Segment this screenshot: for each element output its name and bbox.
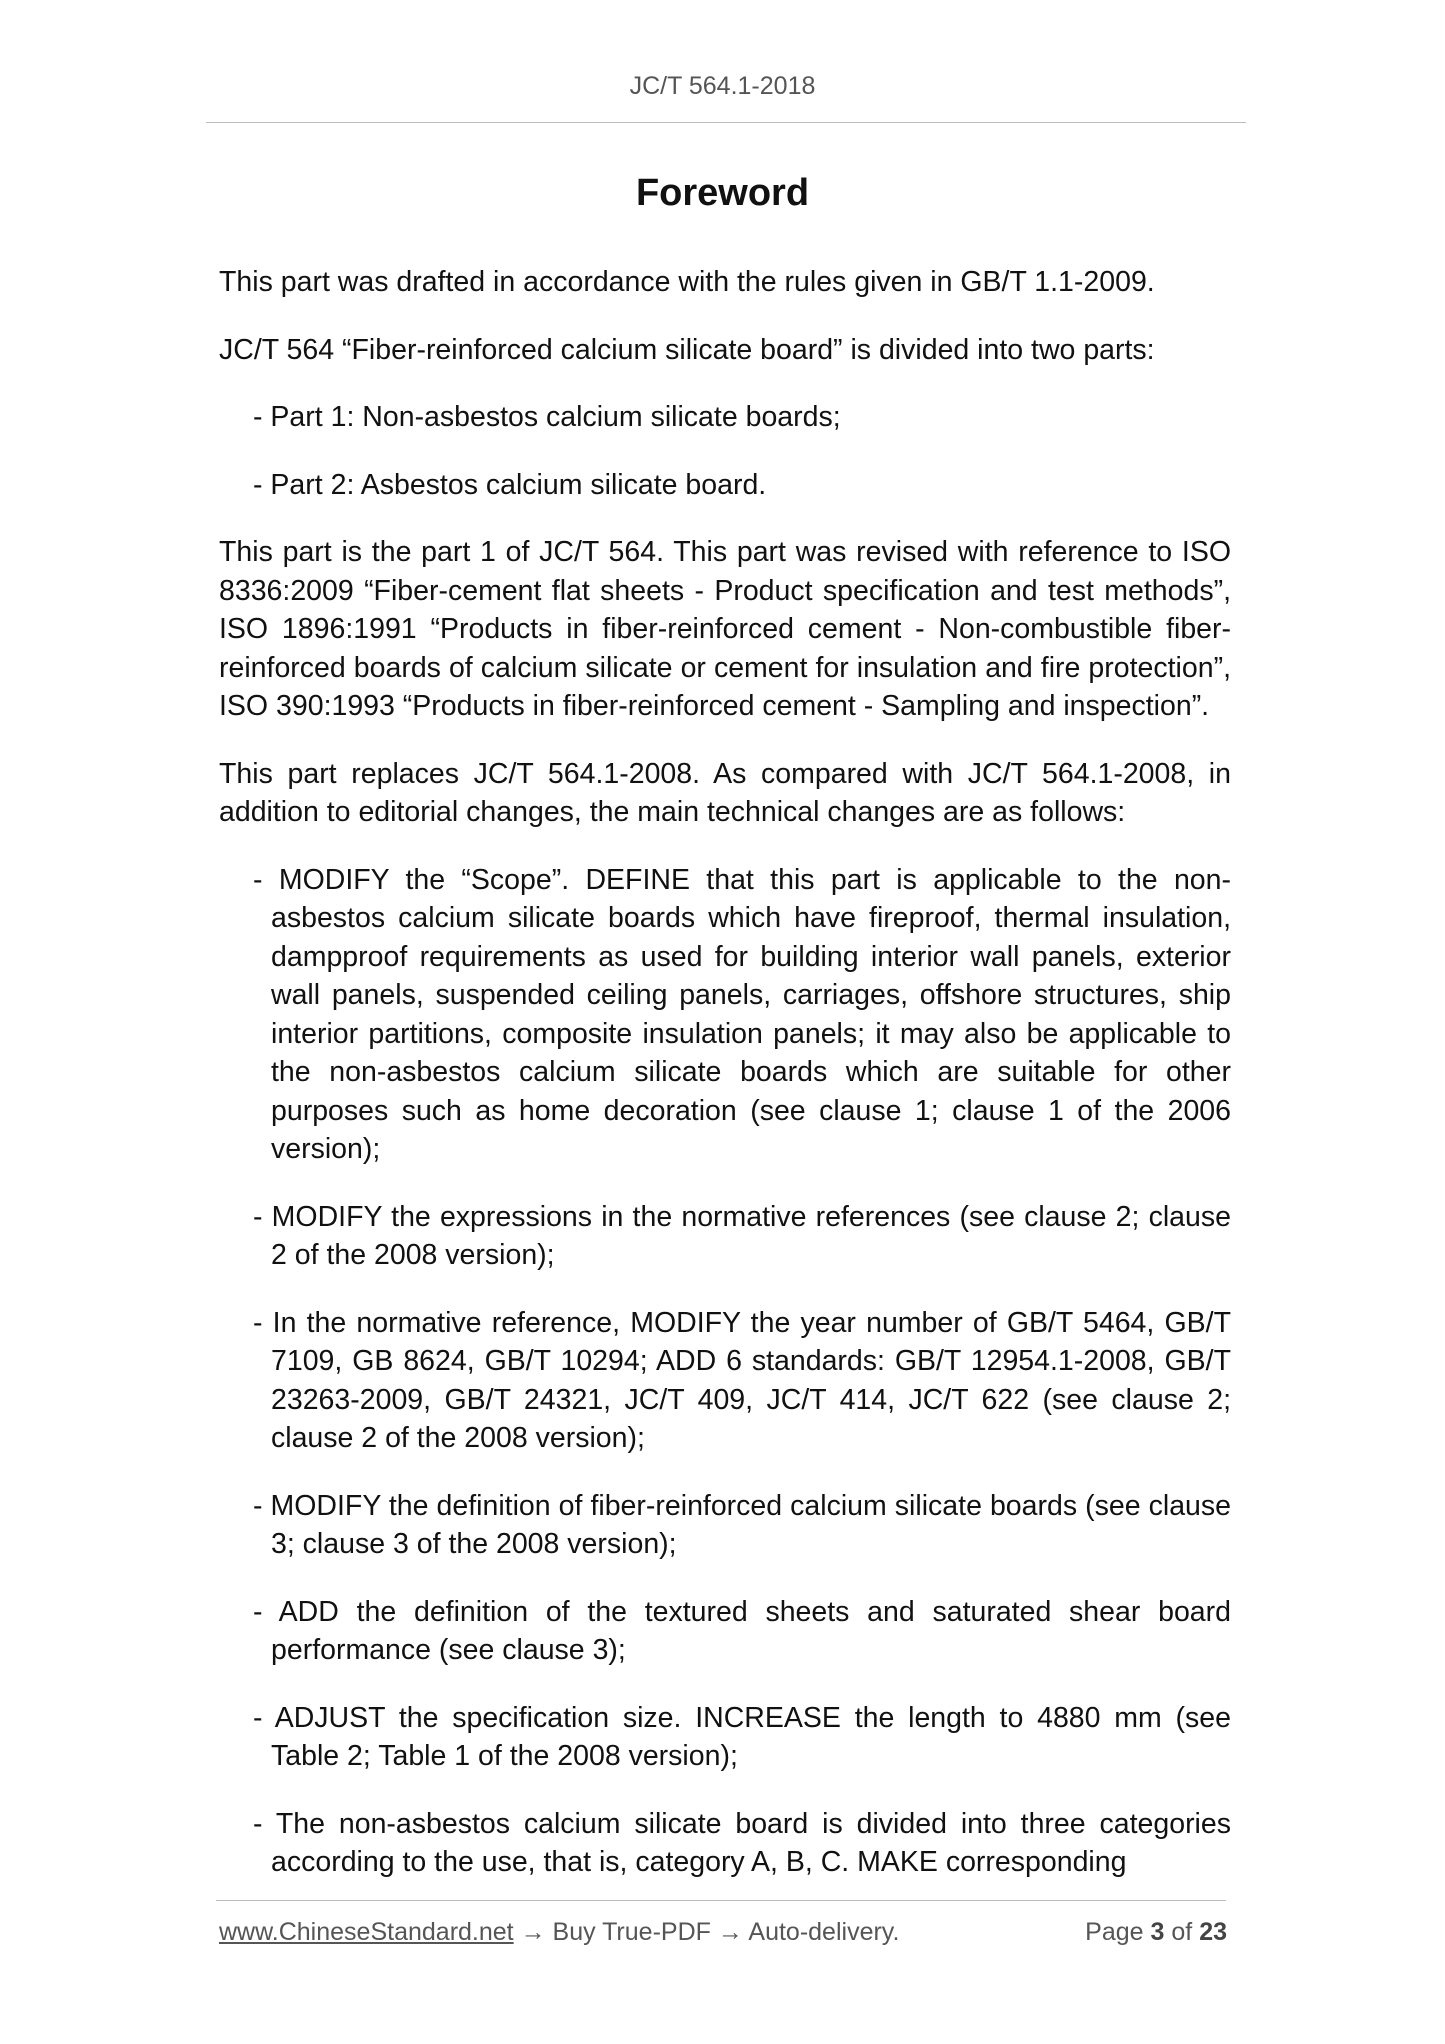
footer-promo — [219, 1918, 899, 1947]
list-item-part-1: - Part 1: Non-asbestos calcium silicate boards; — [253, 401, 841, 433]
list-item-part-2: - Part 2: Asbestos calcium silicate board. — [253, 468, 767, 501]
page-total: 23 — [1199, 1918, 1227, 1946]
paragraph-parts-intro: JC/T 564 “Fiber-reinforced calcium silicate board” is divided into two parts: — [219, 333, 1155, 366]
document-code-header: JC/T 564.1-2018 — [629, 72, 816, 100]
page-label: Page — [1085, 1918, 1144, 1946]
page-indicator — [1085, 1918, 1227, 1947]
list-item-change-normative-references: - In the normative reference, MODIFY the year number of GB/T 5464, GB/T 7109, GB 8624, GB/T 10294; ADD 6 standards: GB/T 12954.1-2008, GB/T 23263-2009, GB/T 24321, JC/T 409, JC/T 414, JC/T 622 (see clause 2; clause 2 of the 2008 version); — [253, 1306, 1231, 1454]
list-item-change-definition: - MODIFY the definition of fiber-reinforced calcium silicate boards (see clause 3; clause 3 of the 2008 version); — [253, 1489, 1231, 1560]
footer-promo-text: → Buy True-PDF → Auto-delivery. — [513, 1918, 900, 1946]
paragraph-iso-references: This part is the part 1 of JC/T 564. This part was revised with reference to ISO 8336:2009 “Fiber-cement flat sheets - Product specification and test methods”, ISO 1896:1991 “Products in fiber-reinforced cement - Non-combustible fiber-reinforced boards of calcium silicate or cement for insulation and fire protection”, ISO 390:1993 “Products in fiber-reinforced cement - Sampling and inspection”. — [219, 536, 1231, 722]
list-item-change-expressions: - MODIFY the expressions in the normative references (see clause 2; clause 2 of the 2008 version); — [253, 1200, 1231, 1271]
paragraph-drafting-rules: This part was drafted in accordance with the rules given in GB/T 1.1-2009. — [219, 266, 1155, 298]
footer-divider — [216, 1900, 1226, 1901]
paragraph-replaces: This part replaces JC/T 564.1-2008. As compared with JC/T 564.1-2008, in addition to editorial changes, the main technical changes are as follows: — [219, 757, 1231, 828]
document-body — [219, 263, 1231, 1911]
list-item-change-scope: - MODIFY the “Scope”. DEFINE that this part is applicable to the non-asbestos calcium silicate boards which have fireproof, thermal insulation, dampproof requirements as used for building interior wall panels, exterior wall panels, suspended ceiling panels, carriages, offshore structures, ship interior partitions, composite insulation panels; it may also be applicable to the non-asbestos calcium silicate boards which are suitable for other purposes such as home decoration (see clause 1; clause 1 of the 2006 version); — [253, 863, 1231, 1165]
website-link[interactable]: www.ChineseStandard.net — [219, 1918, 514, 1946]
list-item-change-textured-sheets: - ADD the definition of the textured sheets and saturated shear board performance (see clause 3); — [253, 1595, 1231, 1666]
page-title: Foreword — [635, 172, 810, 214]
list-item-change-categories: - The non-asbestos calcium silicate board is divided into three categories according to the use, that is, category A, B, C. MAKE corresponding — [253, 1807, 1231, 1878]
list-item-change-specification-size: - ADJUST the specification size. INCREASE the length to 4880 mm (see Table 2; Table 1 of the 2008 version); — [253, 1701, 1231, 1772]
page-number: 3 — [1150, 1918, 1165, 1946]
header-divider — [206, 122, 1246, 123]
of-label: of — [1171, 1918, 1193, 1946]
